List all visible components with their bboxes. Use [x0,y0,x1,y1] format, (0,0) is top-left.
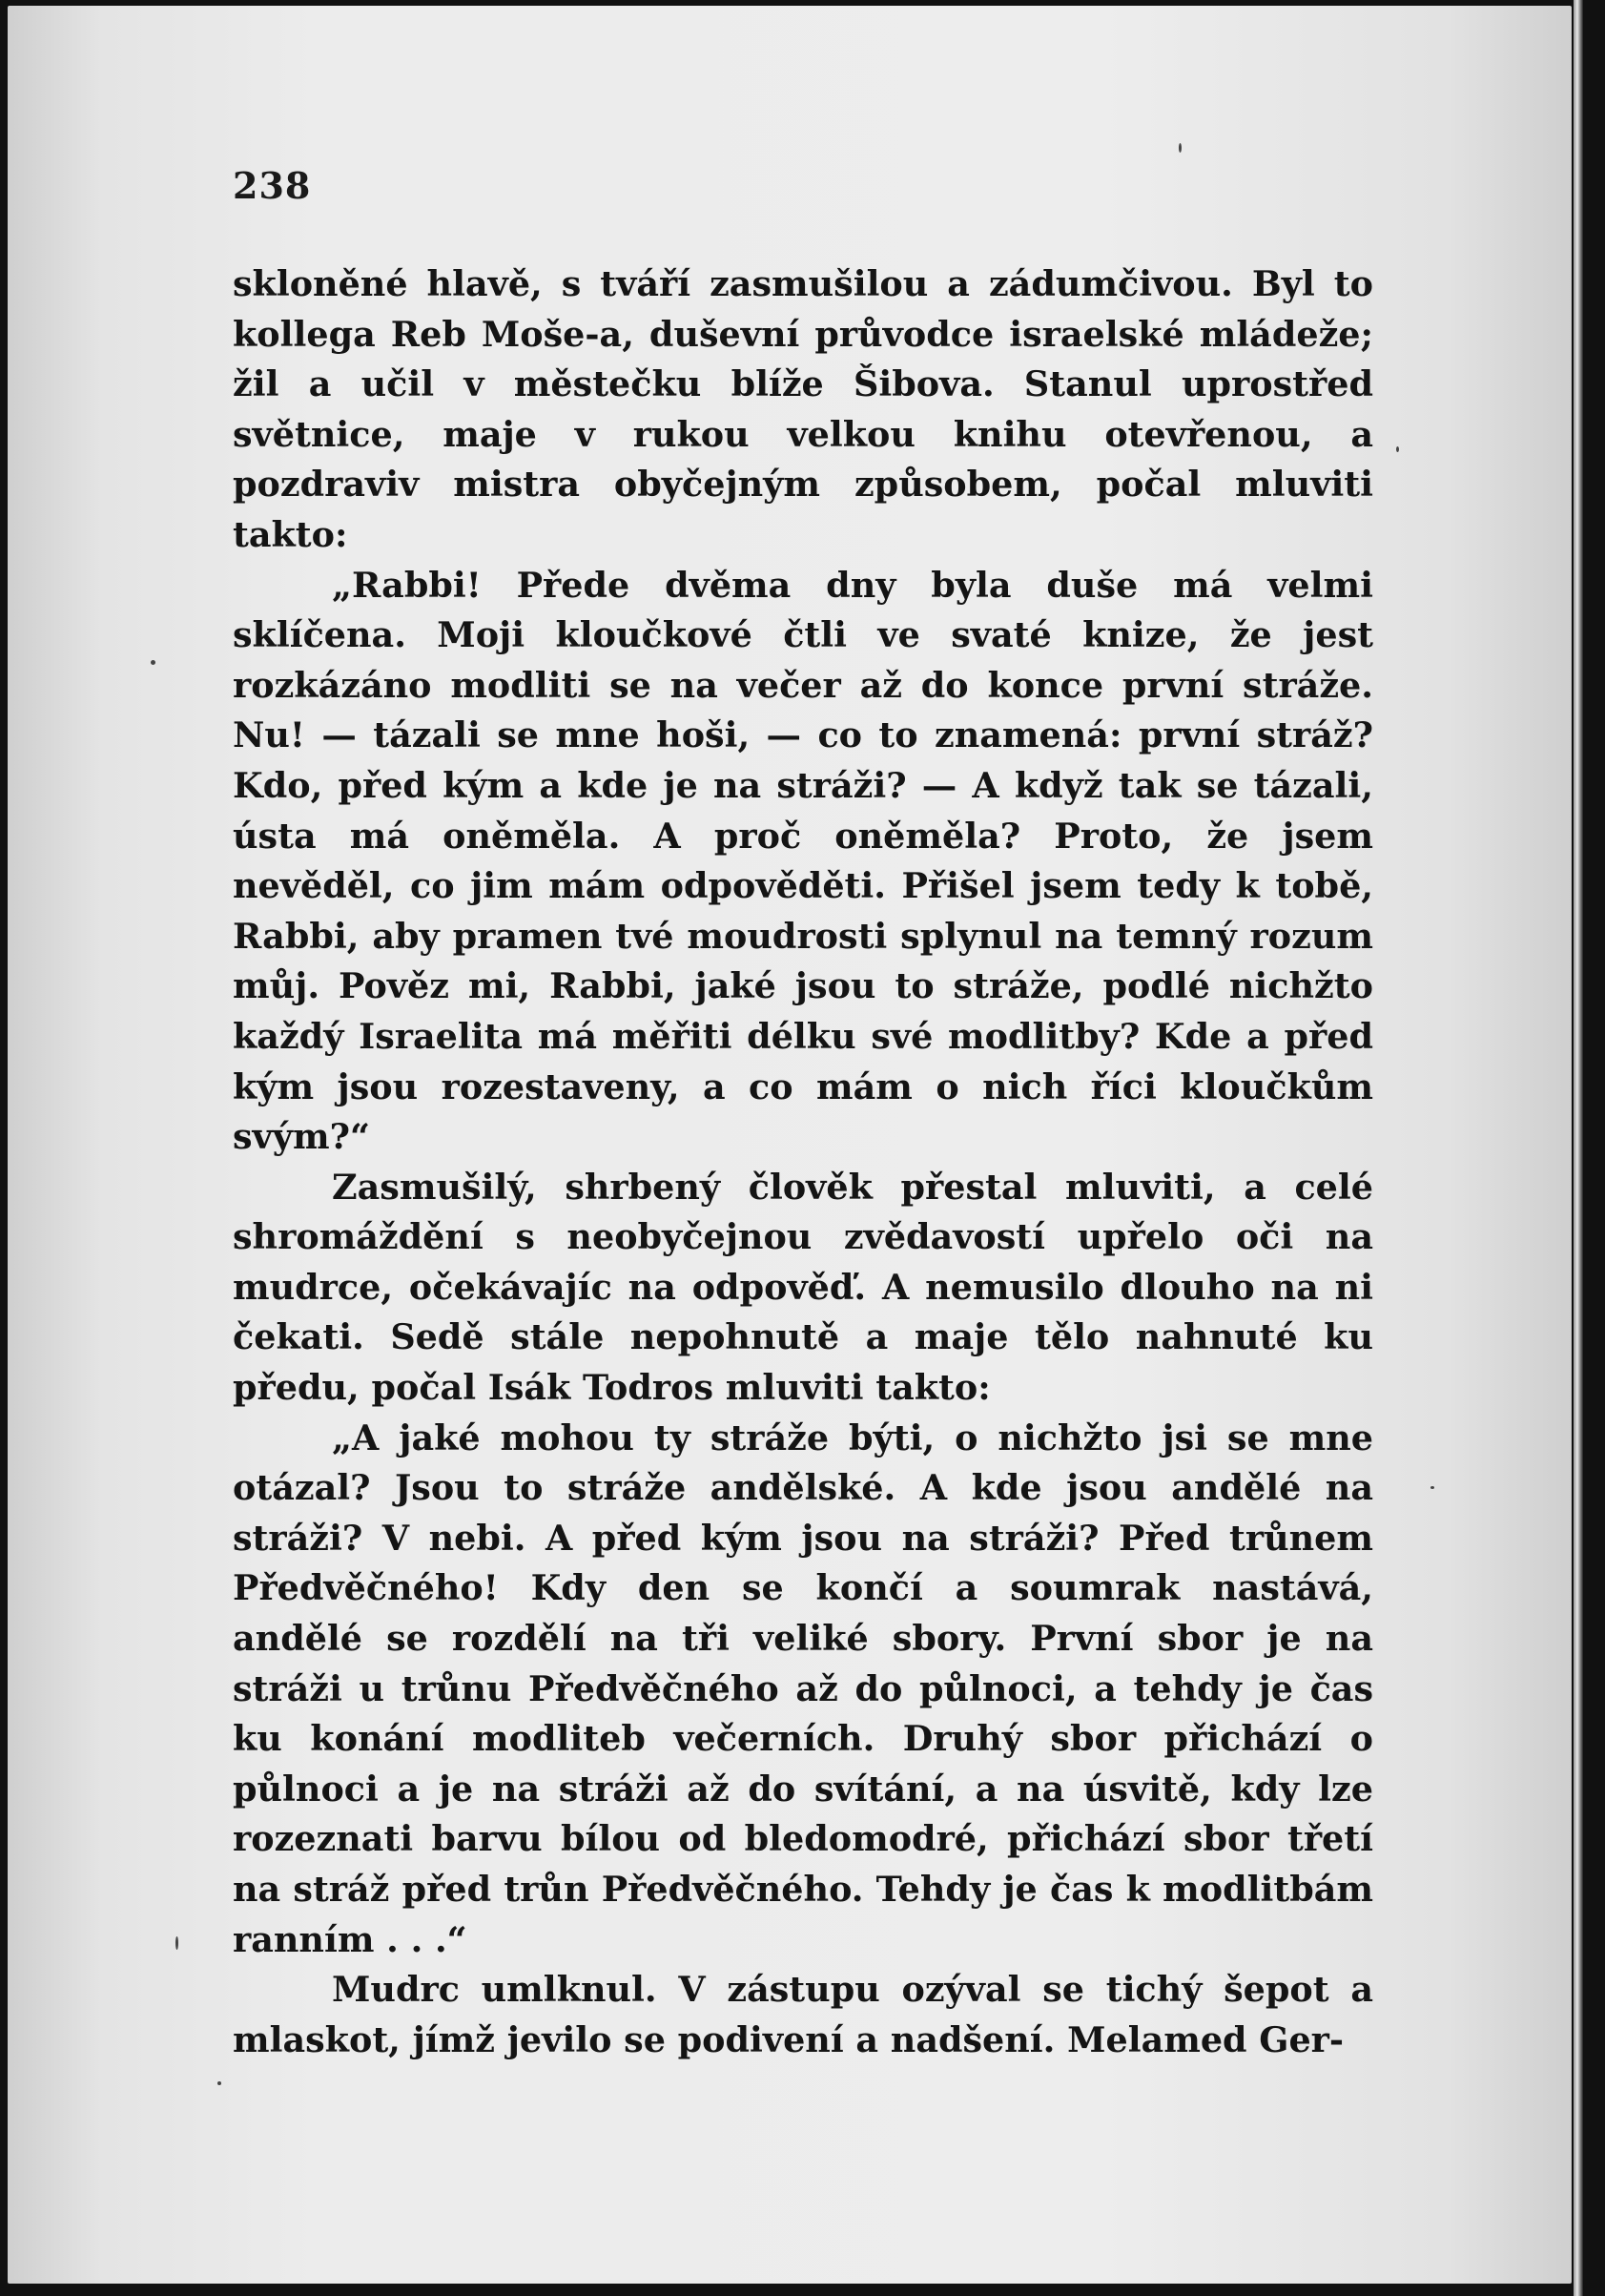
paragraph-3: Zasmušilý, shrbený člověk přestal mluviti, a celé shromáždění s neobyčejnou zvědavostí upřelo oči na mudrce, očekávajíc na odpověď. A nemusilo dlouho na ni čekati. Sedě stále nepohnutě a maje tělo nahnuté ku předu, počal Isák Todros mluviti takto: [233,1166,1373,1409]
paragraph-5: Mudrc umlknul. V zástupu ozýval se tichý šepot a mlaskot, jímž jevilo se podivení a nadšení. Melamed Ger- [233,1969,1373,2060]
body-text [233,259,1373,2065]
page-number: 238 [233,164,312,207]
dust-speck [1430,1486,1434,1489]
dust-speck [175,1936,178,1950]
dust-speck [151,660,155,665]
paragraph-2: „Rabbi! Přede dvěma dny byla duše má velmi sklíčena. Moji kloučkové čtli ve svaté knize, že jest rozkázáno modliti se na večer až do konce první stráže. Nu! — tázali se mne hoši, — co to znamená: první stráž? Kdo, před kým a kde je na stráži? — A když tak se tázali, ústa má oněměla. A proč oněměla? Proto, že jsem nevěděl, co jim mám odpověděti. Přišel jsem tedy k tobě, Rabbi, aby pramen tvé moudrosti splynul na temný rozum můj. Pověz mi, Rabbi, jaké jsou to stráže, podlé nichžto každý Israelita má měřiti délku své modlitby? Kde a před kým jsou rozestaveny, a co mám o nich říci kloučkům svým?“ [233,564,1373,1158]
dust-speck [1396,446,1399,452]
paragraph-1: skloněné hlavě, s tváří zasmušilou a zádumčivou. Byl to kollega Reb Moše-a, duševní průvodce israelské mládeže; žil a učil v městečku blíže Šibova. Stanul uprostřed světnice, maje v rukou velkou knihu otevřenou, a pozdraviv mistra obyčejným způsobem, počal mluviti takto: [233,263,1373,555]
dust-speck [1179,143,1182,153]
scan-edge [1574,0,1583,2296]
dust-speck [217,2081,221,2085]
paragraph-4: „A jaké mohou ty stráže býti, o nichžto jsi se mne otázal? Jsou to stráže andělské. A kde jsou andělé na stráži? V nebi. A před kým jsou na stráži? Před trůnem Předvěčného! Kdy den se končí a soumrak nastává, andělé se rozdělí na tři veliké sbory. První sbor je na stráži u trůnu Předvěčného až do půlnoci, a tehdy je čas ku konání modliteb večerních. Druhý sbor přichází o půlnoci a je na stráži až do svítání, a na úsvitě, kdy lze rozeznati barvu bílou od bledomodré, přichází sbor třetí na stráž před trůn Předvěčného. Tehdy je čas k modlitbám ranním . . .“ [233,1417,1373,1960]
